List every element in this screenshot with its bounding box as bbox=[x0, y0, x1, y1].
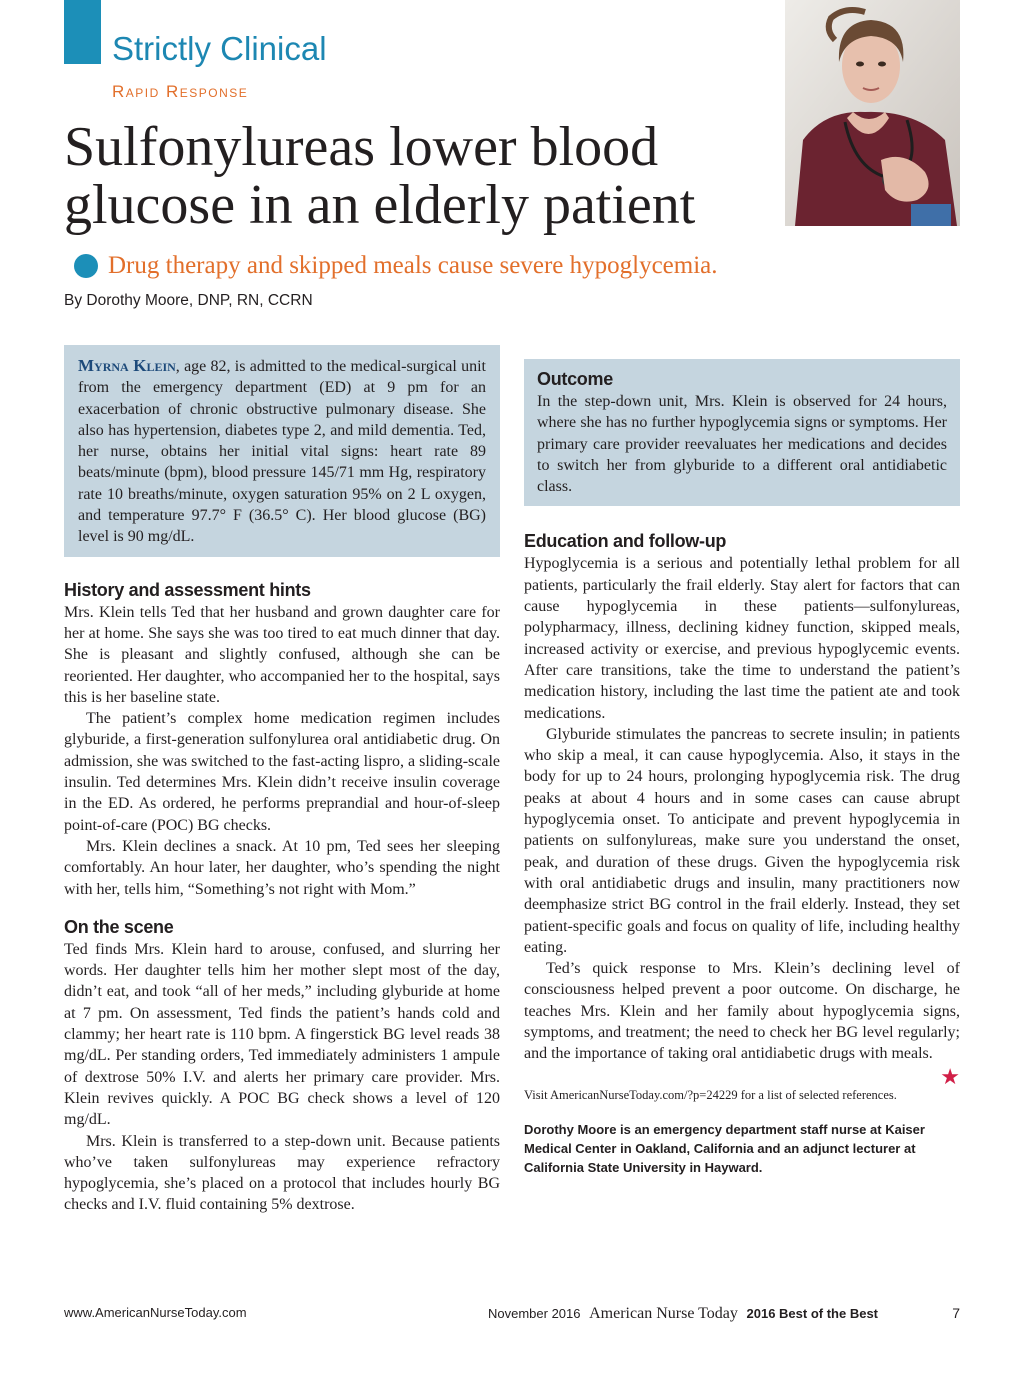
footer-publication bbox=[488, 1305, 878, 1323]
author-bio: Dorothy Moore is an emergency department staff nurse at Kaiser Medical Center in Oakland, California and an adjunct lecturer at California State University in Hayward. bbox=[524, 1121, 925, 1175]
article-title bbox=[64, 118, 784, 234]
references-note: Visit AmericanNurseToday.com/?p=24229 for a list of selected references. bbox=[524, 1087, 897, 1102]
education-paragraph-3 bbox=[524, 958, 960, 1089]
section-label: Strictly Clinical bbox=[112, 30, 327, 67]
education-paragraph-3-text: Ted’s quick response to Mrs. Klein’s declining level of consciousness helped prevent a poor outcome. On discharge, he teaches Mrs. Klein and her family about hypoglycemia signs, symptoms, and treatment; the need to check her BG level regularly; and the importance of taking oral antidiabetic drugs with meals. bbox=[524, 960, 960, 1063]
outcome-text: In the step-down unit, Mrs. Klein is observed for 24 hours, where she has no further hypoglycemia signs or symptoms. Her primary care provider reevaluates her medications and decides to switch her from glyburide to a different oral antidiabetic class. bbox=[537, 393, 947, 496]
title-line-2: glucose in an elderly patient bbox=[64, 174, 696, 236]
nurse-photo-illustration bbox=[785, 0, 960, 226]
intro-paragraph bbox=[78, 355, 486, 548]
education-heading: Education and follow-up bbox=[524, 531, 727, 552]
education-paragraph-1: Hypoglycemia is a serious and potentially lethal problem for all patients, particularly the frail elderly. Stay alert for factors that can cause hypoglycemia in these patients—sulfonylureas, polypharmacy, illness, declining kidney function, skipped meals, increased activity or exercise, and previous hypoglycemic events. After care transitions, take the time to understand the patient’s medication history, including the last time the patient ate and took medications. bbox=[524, 555, 960, 722]
outcome-box bbox=[524, 359, 960, 506]
intro-text: , age 82, is admitted to the medical-surgical unit from the emergency department (ED) at 9 pm for an exacerbation of chronic obstructive pulmonary disease. She also has hypertension, diabetes type 2, and mild dementia. Ted, her nurse, obtains her initial vital signs: heart rate 89 beats/minute (bpm), blood pressure 145/71 mm Hg, respiratory rate 10 breaths/minute, oxygen saturation 95% on 2 L oxygen, and temperature 97.7° F (36.5° C). Her blood glucose (BG) level is 90 mg/dL. bbox=[78, 358, 486, 546]
bullet-icon bbox=[74, 254, 98, 278]
article-subhead bbox=[74, 252, 718, 280]
title-line-1: Sulfonylureas lower blood bbox=[64, 116, 659, 178]
page-footer bbox=[64, 1305, 960, 1325]
footer-magazine: American Nurse Today bbox=[589, 1305, 738, 1322]
footer-date: November 2016 bbox=[488, 1306, 581, 1321]
footer-edition: 2016 Best of the Best bbox=[746, 1306, 879, 1321]
history-heading: History and assessment hints bbox=[64, 579, 311, 600]
footer-url: www.AmericanNurseToday.com bbox=[64, 1305, 247, 1320]
right-column bbox=[524, 345, 960, 1177]
page-number: 7 bbox=[952, 1305, 960, 1321]
byline: By Dorothy Moore, DNP, RN, CCRN bbox=[64, 292, 313, 309]
history-paragraph-2: The patient’s complex home medication regimen includes glyburide, a first-generation sulfonylurea oral antidiabetic drug. On admission, she was switched to the fast-acting lispro, a sliding-scale insulin. Ted determines Mrs. Klein didn’t receive insulin coverage in the ED. As ordered, he performs preprandial and hour-of-sleep point-of-care (POC) BG checks. bbox=[64, 710, 500, 834]
outcome-heading: Outcome bbox=[537, 369, 613, 389]
intro-box bbox=[64, 345, 500, 557]
scene-paragraph-2: Mrs. Klein is transferred to a step-down unit. Because patients who’ve taken sulfonylureas may experience refractory hypoglycemia, she’s placed on a protocol that includes hourly BG checks and I.V. fluid containing 5% dextrose. bbox=[64, 1132, 500, 1214]
history-paragraph-3: Mrs. Klein declines a snack. At 10 pm, Ted sees her sleeping comfortably. An hour later, her daughter, who’s spending the night with her, tells him, “Something’s not right with Mom.” bbox=[64, 837, 500, 898]
end-star-icon: ★ bbox=[940, 1063, 960, 1089]
education-paragraph-2: Glyburide stimulates the pancreas to secrete insulin; in patients who skip a meal, it can cause hypoglycemia. Also, it stays in the body for up to 24 hours, prolonging hypoglycemia risk. The drug peaks at about 4 hours and in some cases can cause abrupt hypoglycemia onset. To anticipate and prevent hypoglycemia in patients on sulfonylureas, make sure you understand the onset, peak, and duration of these drugs. Given the hypoglycemia risk with oral antidiabetic drugs and insulin, many practitioners now deemphasize strict BG control in the frail elderly. Instead, they set patient-specific goals and focus on quality of life, including healthy eating. bbox=[524, 725, 960, 956]
patient-name: Myrna Klein bbox=[78, 356, 176, 375]
left-column bbox=[64, 345, 500, 1216]
history-paragraph-1: Mrs. Klein tells Ted that her husband and grown daughter care for her at home. She says she was too tired to eat much dinner that day. She is pleasant and slightly confused, although she can be reoriented. Her daughter, who accompanied her to the hospital, says this is her baseline state. bbox=[64, 603, 500, 706]
subsection-label: Rapid Response bbox=[112, 82, 249, 101]
section-color-bar bbox=[64, 0, 101, 64]
scene-heading: On the scene bbox=[64, 916, 174, 937]
nurse-photo bbox=[785, 0, 960, 226]
scene-paragraph-1: Ted finds Mrs. Klein hard to arouse, confused, and slurring her words. Her daughter tells him her mother slept most of the day, didn’t eat, and took “all of her meds,” including glyburide at home at 7 pm. On assessment, Ted finds the patient’s hands cold and clammy; her heart rate is 110 bpm. A fingerstick BG level reads 38 mg/dL. Per standing orders, Ted immediately administers 1 ampule of dextrose 50% I.V. and alerts her primary care provider. Mrs. Klein revives quickly. A POC BG check shows a level of 120 mg/dL. bbox=[64, 940, 500, 1129]
subhead-text: Drug therapy and skipped meals cause severe hypoglycemia. bbox=[108, 252, 718, 279]
